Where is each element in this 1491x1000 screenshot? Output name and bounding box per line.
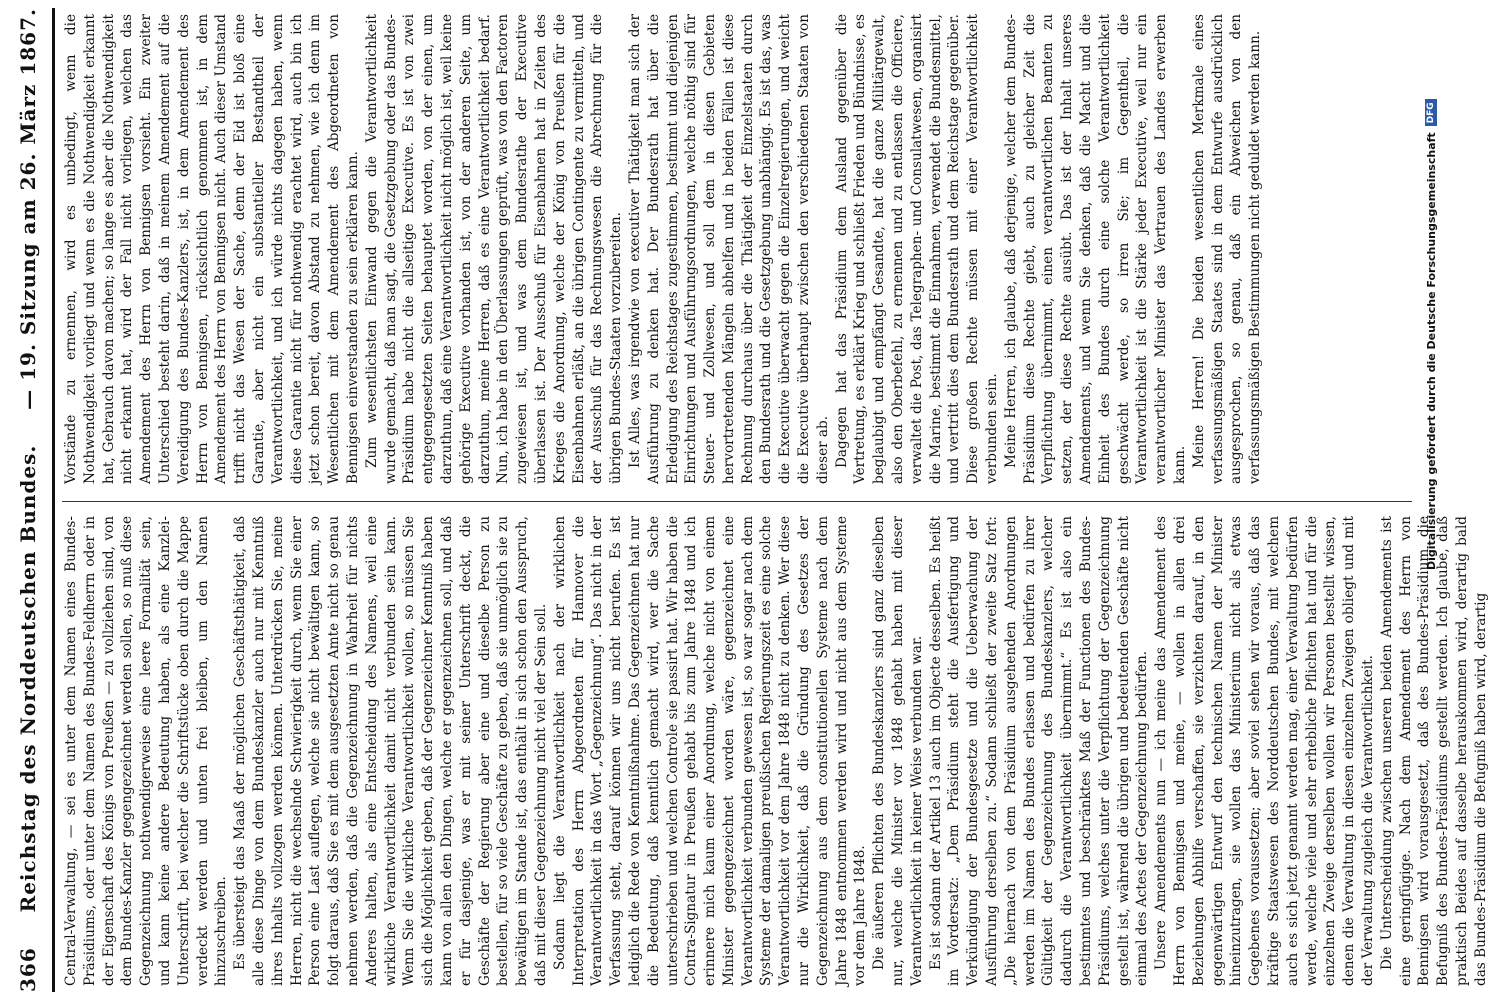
paragraph: Es übersteigt das Maaß der möglichen Geschäftsthätigkeit, daß alle diese Dinge von dem Bundeskanzler auch nur mit Kenntniß ihres Inhalts vollzogen werden können. Unterdrücken Sie, meine Herren, nicht die wechselnde Schwierigkeit durch, wenn Sie einer Person eine Last auflegen, welche sie nicht bewältigen kann, so folgt daraus, daß Sie es mit dem ausgesetzten Amte nicht so genau nehmen werden, daß die Gegenzeichnung in Wahrheit für nichts Anderes halten, als eine Entscheidung des Namens, weil eine wirkliche Verantwortlichkeit damit nicht verbunden sein kann. Wenn Sie die wirkliche Verantwortlichkeit wollen, so müssen Sie sich die Möglichkeit geben, daß der Gegenzeichner Kenntniß haben kann von allen den Dingen, welche er gegenzeichnen soll, und daß er für dasjenige, was er mit seiner Unterschrift deckt, die Geschäfte der Regierung aber eine und dieselbe Person zu bestellen, für so viele Geschäfte zu geben, daß sie unmöglich sie zu bewältigen im Stande ist, das enthält in sich schon den Ausspruch, daß mit dieser Gegenzeichnung nicht viel der Sein soll. — [232, 516, 549, 986]
paragraph: Vorstände zu ernennen, wird es unbedingt, wenn die Nothwendigkeit vorliegt und wenn es die Nothwendigkeit erkannt hat, Gebrauch davon machen; so lange es aber die Nothwendigkeit nicht erkannt hat, wird der Fall nicht vorliegen, welchen das Amendement des Herrn von Bennigsen vorsieht. Ein zweiter Unterschied besteht darin, daß in meinem Amendement auf die Vereidigung des Bundes-Kanzlers, ist, in dem Amendement des Herrn von Bennigsen, rücksichtlich genommen ist, in dem Amendement des Herrn von Bennigsen nicht. Auch dieser Umstand trifft nicht das Wesen der Sache, denn der Eid ist bloß eine Garantie, aber nicht ein substantieller Bestandtheil der Verantwortlichkeit, und ich würde nichts dagegen haben, wenn diese Garantie nicht für nothwendig erachtet wird, auch bin ich jetzt schon bereit, davon Abstand zu nehmen, wie ich denn im Wesentlichen mit dem Amendement des Abgeordneten von Bennigsen einverstanden zu sein erklären kann. — [63, 14, 361, 484]
paragraph: Unsere Amendements nun — ich meine das Amendement des Herrn von Bennigsen und meine, — wollen in allen drei Beziehungen Abhilfe verschaffen, sie verzichten darauf, in den gegenwärtigen Entwurf den technischen Namen der Minister hineinzutragen, sie wollen das Ministerium nicht als etwas Gegebenes voraussetzen; aber soviel sehen wir voraus, daß das kräftige Staatswesen des Norddeutschen Bundes, mit welchem auch es sich jetzt genannt werden mag, einer Verwaltung bedürfen werde, welche viele und sehr erhebliche Pflichten hat und für die einzelnen Zweige derselben wollen wir Personen bestellt wissen, denen die Verwaltung in diesen einzelnen Zweigen obliegt und mit der Verwaltung zugleich die Verantwortlichkeit. — [1153, 516, 1376, 986]
dfg-logo: DFG — [1425, 99, 1437, 126]
header-rule — [52, 8, 55, 992]
paragraph: Zum wesentlichsten Einwand gegen die Verantwortlichkeit wurde gemacht, daß man sagt, die Gesetzgebung oder das Bundes-Präsidium habe nicht die allseitige Executive. Es ist von zwei entgegengesetzten Seiten behauptet worden, von der einen, um darzuthun, daß eine Verantwortlichkeit nicht möglich ist, weil keine gehörige Executive vorhanden ist, von der anderen Seite, um darzuthun, meine Herren, daß es eine Verantwortlichkeit bedarf. Nun, ich habe in den Überlassungen geprüft, was von den Factoren zugewiesen ist, und was dem Bundesrathe der Executive überlassen ist. Der Ausschuß für Eisenbahnen hat in Zeiten des Krieges die Anordnung, welche der König von Preußen für die Eisenbahnen erläßt, an die übrigen Contingente zu vermitteln, und der Ausschuß für das Rechnungswesen die Abrechnung für die übrigen Bundes-Staaten vorzubereiten. — [363, 14, 625, 484]
paragraph: Meine Herren! Die beiden wesentlichen Merkmale eines verfassungsmäßigen Staates sind in dem Entwurfe ausdrücklich ausgesprochen, so genau, daß ein Abweichen von den verfassungsmäßigen Bestimmungen nicht geduldet werden kann. — [1190, 14, 1264, 484]
paragraph: Meine Herren, ich glaube, daß derjenige, welcher dem Bundes-Präsidium diese Rechte giebt, auch zu gleicher Zeit die Verpflichtung übernimmt, einen verantwortlichen Beamten zu setzen, der diese Rechte ausübt. Das ist der Inhalt unseres Amendements, und wenn Sie denken, daß die Macht und die Einheit des Bundes durch eine solche Verantwortlichkeit geschwächt werde, so irren Sie; im Gegentheil, die Verantwortlichkeit ist die Stärke jeder Executive, weil nur ein verantwortlicher Minister das Vertrauen des Landes erwerben kann. — [1002, 14, 1189, 484]
page-header — [6, 8, 50, 992]
paragraph: Die äußeren Pflichten des Bundeskanzlers sind ganz dieselben nur, welche die Minister vor 1848 gehabt haben mit dieser Verantwortlichkeit in keiner Weise verbunden war. — [871, 516, 925, 986]
paragraph: Dagegen hat das Präsidium dem Ausland gegenüber die Vertretung, es erklärt Krieg und schließt Frieden und Bündnisse, es beglaubigt und empfängt Gesandte, hat die ganze Militärgewalt, also den Oberbefehl, zu ernennen und zu entlassen die Officiere, verwaltet die Post, das Telegraphen- und Consulatwesen, organisirt die Marine, bestimmt die Einnahmen, verwendet die Bundesmittel, und vertritt dies dem Bundesrath und dem Reichstage gegenüber. Diese großen Rechte müssen mit einer Verantwortlichkeit verbunden sein. — [833, 14, 1001, 484]
credit-text: Digitalisierung gefördert durch die Deutsche Forschungsgemeinschaft — [1424, 132, 1438, 570]
paragraph: Central-Verwaltung, — sei es unter dem Namen eines Bundes-Präsidiums, oder unter dem Namen des Bundes-Feldherrn oder in der Eigenschaft des Königs von Preußen — zu vollziehen sind, von dem Bundes-Kanzler gegengezeichnet werden sollen, so muß diese Gegenzeichnung nothwendigerweise eine leere Formalität sein, und kann keine andere Bedeutung haben, als eine Kanzlei-Unterschrift, bei welcher die Schriftstücke oben durch die Mappe verdeckt werden und unten frei bleiben, um den Namen hinzuschreiben. — [63, 516, 230, 986]
digitization-credit — [1404, 10, 1438, 570]
left-column — [62, 516, 1489, 986]
page-number: 366 — [16, 947, 40, 992]
left-running-title: Reichstag des Norddeutschen Bundes. — [16, 444, 40, 913]
paragraph: Sodann liegt die Verantwortlichkeit nach der wirklichen Interpretation des Herrn Abgeordneten für Hannover die Verantwortlichkeit in das Wort „Gegenzeichnung“. Das nicht in der Verfassung steht, darauf können wir uns nicht berufen. Es ist lediglich die Rede von Kenntnißnahme. Das Gegenzeichnen hat nur die Bedeutung, daß kenntlich gemacht wird, wer die Sache unterschrieben und welchen Controle sie passirt hat. Wir haben die Contra-Signatur in Preußen gehabt bis zum Jahre 1848 und ich erinnere mich kaum einer Anordnung, welche nicht von einem Minister gegengezeichnet worden wäre, gegenzeichnet eine Verantwortlichkeit verbunden gewesen ist, so war sogar nach dem Systeme der damaligen preußischen Regierungszeit es eine solche Verantwortlichkeit vor dem Jahre 1848 nicht zu denken. Wer diese nur die Wirklichkeit, daß die Gründung des Gesetzes der Gegenzeichnung aus dem constitutionellen Systeme nach dem Jahre 1848 entnommen werden wird und nicht aus dem Systeme vor dem Jahre 1848. — [551, 516, 869, 986]
right-column — [62, 14, 1412, 484]
paragraph: Es ist sodann der Artikel 13 auch im Objecte desselben. Es heißt im Vordersatz: „Dem Präsidium steht die Ausfertigung und Verkündigung der Bundesgesetze und die Ueberwachung der Ausführung derselben zu.“ Sodann schließt der zweite Satz fort: „Die hiernach von dem Präsidium ausgehenden Anordnungen werden im Namen des Bundes erlassen und bedürfen zu ihrer Gültigkeit der Gegenzeichnung des Bundeskanzlers, welcher dadurch die Verantwortlichkeit übernimmt.“ Es ist also ein bestimmtes und beschränktes Maß der Functionen des Bundes-Präsidiums, welches unter die Verpflichtung der Gegenzeichnung gestellt ist, während die übrigen und bedeutenden Geschäfte nicht einmal des Actes der Gegenzeichnung bedürfen. — [927, 516, 1151, 986]
paragraph: Die Unterscheidung zwischen unseren beiden Amendements ist eine geringfügige. Nach dem Amendement des Herrn von Bennigsen wird vorausgesetzt, daß des Bundes-Präsidium die Befugniß des Bundes-Präsidiums gestellt werden. Ich glaube, daß praktisch Beides auf dasselbe herauskommen wird, derartig bald das Bundes-Präsidium die Befugniß haben wird, derartig — [1378, 516, 1489, 986]
paragraph: Ist Alles, was irgendwie von executiver Thätigkeit man sich der Ausführung zu denken hat. Der Bundesrath hat über die Erledigung des Reichstages zugestimmen, bestimmt und diejenigen Einrichtungen und Ausführungsordnungen, welche nöthig sind für Steuer- und Zollwesen, und soll dem in diesen Gebieten hervortretenden Mängeln abhelfen und in beiden Fällen ist diese Rechnung durchaus über die Thätigkeit der Einzelstaaten durch den Bundesrath und die Gesetzgebung unabhängig. Es ist das, was die Executive überwacht gegen die Einzelregierungen, und weicht die Executive überhaupt zwischen den verschiedenen Staaten von dieser ab. — [626, 14, 831, 484]
column-divider — [62, 501, 1412, 502]
right-running-title: — 19. Sitzung am 26. März 1867. — [16, 8, 40, 410]
